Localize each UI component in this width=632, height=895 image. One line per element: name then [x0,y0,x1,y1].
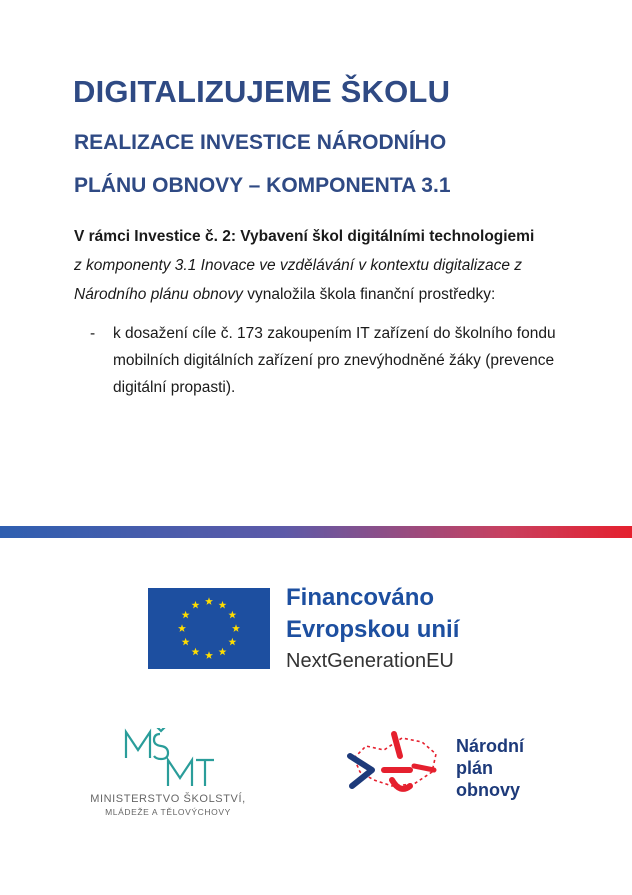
bullet-text: k dosažení cíle č. 173 zakoupením IT zařízení do školního fondu mobilních digitálních zařízení pro znevýhodněné žáky (prevence digitální propasti). [113,325,556,396]
eu-star-icon [219,648,227,656]
msmt-name [78,793,258,819]
msmt-name-line-1: MINISTERSTVO ŠKOLSTVÍ, [90,793,246,805]
npo-logo-icon [344,728,444,800]
npo-line-1: Národní [456,736,525,756]
subtitle-line-1: REALIZACE INVESTICE NÁRODNÍHO [74,131,447,154]
eu-star-icon [219,601,227,609]
eu-funded-line-2: Evropskou unií [286,616,460,643]
eu-funded-line-3: NextGenerationEU [286,650,454,672]
npo-text [456,735,524,801]
eu-star-icon [228,611,236,619]
eu-funded-line-1: Financováno [286,584,435,611]
intro-italic: z komponenty 3.1 Inovace ve vzdělávání v kontextu digitalizace z Národního plánu obnovy [74,257,523,303]
intro-paragraph [74,222,574,309]
eu-star-icon [182,638,190,646]
eu-stars [148,588,270,669]
gradient-divider [0,526,632,538]
eu-star-icon [205,597,213,605]
eu-star-icon [192,601,200,609]
npo-line-2: plán [456,758,494,778]
eu-star-icon [192,648,200,656]
eu-star-icon [232,624,240,632]
bullet-item [90,320,560,401]
intro-bold: V rámci Investice č. 2: Vybavení škol digitálními technologiemi [74,228,535,245]
eu-star-icon [182,611,190,619]
msmt-logo [118,728,218,790]
page-title: DIGITALIZUJEME ŠKOLU [73,74,451,109]
eu-flag-icon [148,588,270,669]
eu-star-icon [228,638,236,646]
npo-line-3: obnovy [456,780,521,800]
msmt-name-line-2: MLÁDEŽE A TĚLOVÝCHOVY [105,807,231,817]
bullet-dash: - [90,325,96,342]
intro-rest: vynaložila škola finanční prostředky: [242,286,496,303]
eu-star-icon [178,624,186,632]
subtitle-line-2: PLÁNU OBNOVY – KOMPONENTA 3.1 [74,174,451,197]
eu-star-icon [205,651,213,659]
